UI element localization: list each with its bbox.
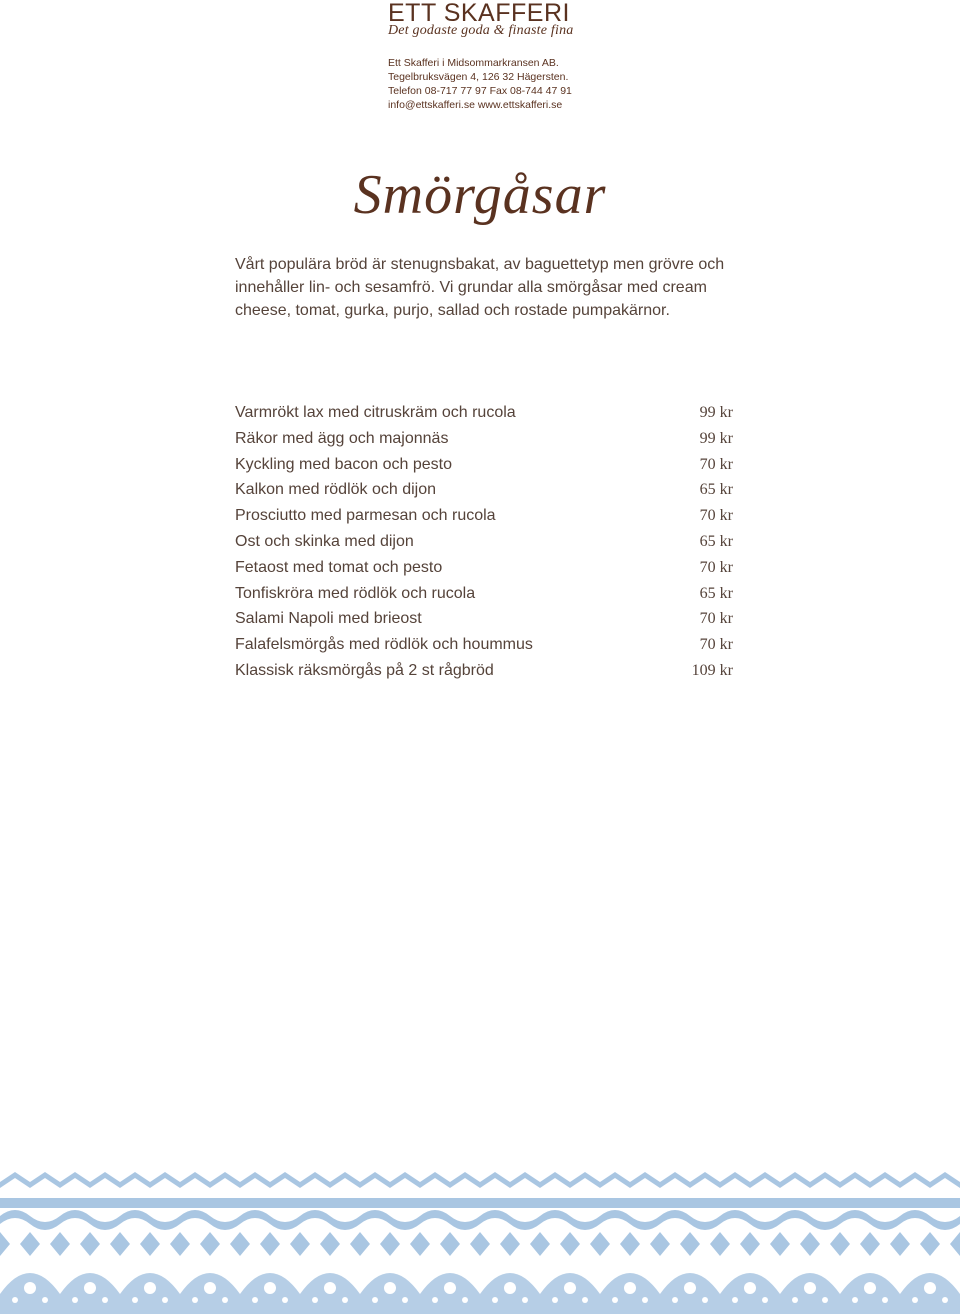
menu-item-price: 70 kr [699,558,733,576]
menu-item-price: 109 kr [691,661,733,679]
menu-item-name: Klassisk räksmörgås på 2 st rågbröd [235,661,494,679]
lace-pattern-fill [0,1168,960,1314]
menu-item-name: Ost och skinka med dijon [235,532,414,550]
menu-item-price: 99 kr [699,429,733,447]
contact-address [388,56,608,112]
menu-item-name: Salami Napoli med brieost [235,610,422,628]
decorative-lace-border [0,1168,960,1314]
menu-item [235,582,733,608]
menu-list [235,401,733,685]
menu-item [235,607,733,633]
menu-item-price: 70 kr [699,610,733,628]
menu-item-name: Falafelsmörgås med rödlök och hoummus [235,636,533,654]
menu-item [235,427,733,453]
menu-item [235,504,733,530]
menu-item-name: Tonfiskröra med rödlök och rucola [235,584,476,602]
intro-text: Vårt populära bröd är stenugnsbakat, av baguettetyp men grövre och innehåller lin- och sesamfrö. Vi grundar alla smörgåsar med cream cheese, tomat, gurka, purjo, sallad och rostade pumpakärnor. [235,256,725,319]
menu-item [235,556,733,582]
address-line: Telefon 08-717 77 97 Fax 08-744 47 91 [388,85,572,97]
menu-item-name: Varmrökt lax med citruskräm och rucola [235,404,516,421]
menu-item-price: 70 kr [699,636,733,654]
menu-item [235,401,733,427]
page-title: Smörgåsar [353,164,607,226]
menu-item-price: 65 kr [699,532,733,550]
contact-line: info@ettskafferi.se www.ettskafferi.se [388,99,563,111]
menu-item-name: Fetaost med tomat och pesto [235,558,443,576]
menu-item-name: Prosciutto med parmesan och rucola [235,507,496,525]
menu-item [235,478,733,504]
menu-item [235,659,733,685]
menu-item-price: 65 kr [699,584,733,602]
menu-item [235,453,733,479]
menu-item [235,530,733,556]
menu-item-name: Kyckling med bacon och pesto [235,455,453,473]
brand-name: ETT SKAFFERI [388,0,570,27]
address-line: Ett Skafferi i Midsommarkransen AB. [388,57,559,69]
menu-item-price: 65 kr [699,481,733,499]
menu-item-price: 70 kr [699,507,733,525]
letterhead [388,0,608,112]
menu-item-price: 70 kr [699,455,733,473]
menu-item-name: Räkor med ägg och majonnäs [235,429,449,447]
menu-item-name: Kalkon med rödlök och dijon [235,481,437,499]
address-line: Tegelbruksvägen 4, 126 32 Hägersten. [388,71,569,83]
menu-item [235,633,733,659]
menu-item-price: 99 kr [699,404,733,421]
brand-tagline: Det godaste goda & finaste fina [388,23,574,38]
